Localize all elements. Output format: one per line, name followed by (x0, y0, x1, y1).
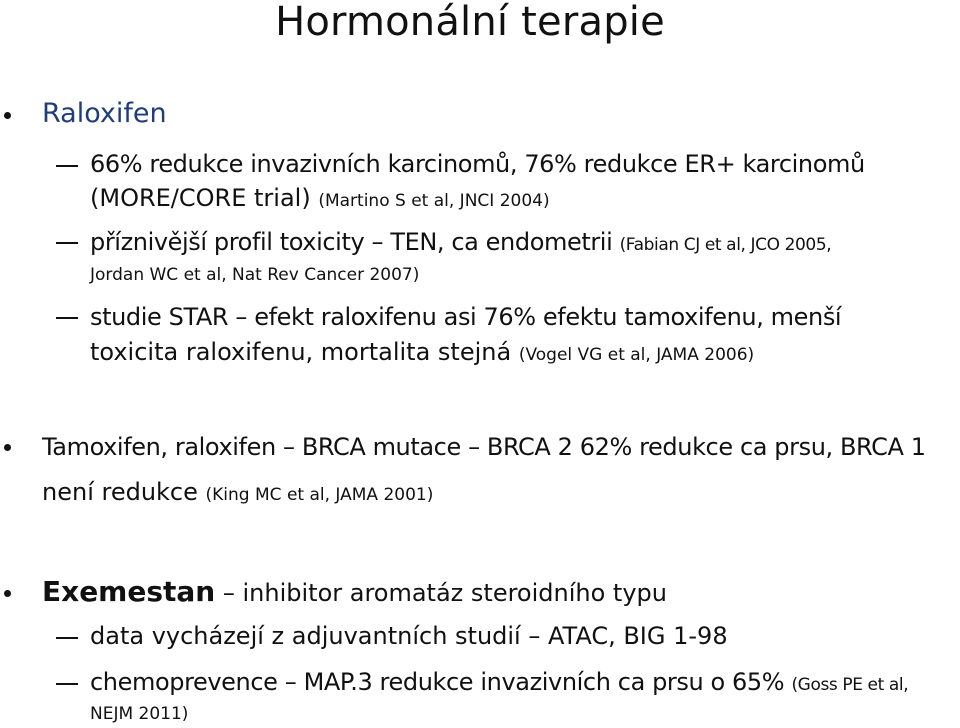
bullet-exemestan (4, 590, 11, 597)
citation: (Martino S et al, JNCI 2004) (318, 191, 550, 211)
raloxifen-heading (42, 100, 167, 128)
raloxifen-item-2-text: příznivější profil toxicity – TEN, ca endometrii (90, 228, 620, 256)
citation: (Fabian CJ et al, JCO 2005, (619, 235, 832, 255)
citation: NEJM 2011) (90, 704, 189, 724)
dash-raloxifen-3 (56, 317, 78, 319)
bullet-tamoxifen (4, 444, 11, 451)
exemestan-item-2-line-1 (90, 668, 908, 699)
raloxifen-item-3-text-2: toxicita raloxifenu, mortalita stejná (90, 338, 519, 366)
exemestan-item-1-text: data vycházejí z adjuvantních studií – ATAC, BIG 1-98 (90, 622, 728, 650)
raloxifen-item-1-text: 66% redukce invazivních karcinomů, 76% redukce ER+ karcinomů (90, 150, 865, 178)
dash-exemestan-2 (56, 683, 78, 685)
citation: (King MC et al, JAMA 2001) (205, 485, 434, 505)
raloxifen-item-3-line-1 (90, 303, 841, 331)
citation: Jordan WC et al, Nat Rev Cancer 2007) (90, 265, 420, 285)
raloxifen-item-3-line-2 (90, 338, 754, 369)
slide-title: Hormonální terapie (275, 0, 665, 45)
tamoxifen-text-2: není redukce (42, 478, 206, 506)
tamoxifen-text: Tamoxifen, raloxifen – BRCA mutace – BRCA 2 62% redukce ca prsu, BRCA 1 (42, 433, 926, 461)
citation: (Vogel VG et al, JAMA 2006) (518, 345, 755, 365)
raloxifen-item-1-text-2: (MORE/CORE trial) (90, 184, 319, 212)
exemestan-heading-text: Exemestan (42, 575, 216, 608)
exemestan-item-2-line-2 (90, 703, 188, 725)
bullet-raloxifen (4, 112, 11, 119)
raloxifen-item-2-line-1 (90, 228, 831, 259)
dash-raloxifen-2 (56, 242, 78, 244)
exemestan-heading (42, 575, 667, 610)
raloxifen-item-1-line-1 (90, 150, 865, 178)
raloxifen-item-2-line-2 (90, 264, 419, 286)
raloxifen-item-1-line-2 (90, 184, 550, 215)
dash-raloxifen-1 (56, 165, 78, 167)
raloxifen-heading-text: Raloxifen (42, 98, 167, 129)
exemestan-item-1 (90, 622, 728, 650)
citation: (Goss PE et al, (791, 675, 909, 695)
tamoxifen-line-1 (42, 433, 926, 461)
exemestan-heading-rest: – inhibitor aromatáz steroidního typu (215, 579, 667, 607)
exemestan-item-2-text: chemoprevence – MAP.3 redukce invazivních ca prsu o 65% (90, 668, 792, 696)
dash-exemestan-1 (56, 637, 78, 639)
raloxifen-item-3-text: studie STAR – efekt raloxifenu asi 76% efektu tamoxifenu, menší (90, 303, 842, 331)
tamoxifen-line-2 (42, 478, 433, 509)
